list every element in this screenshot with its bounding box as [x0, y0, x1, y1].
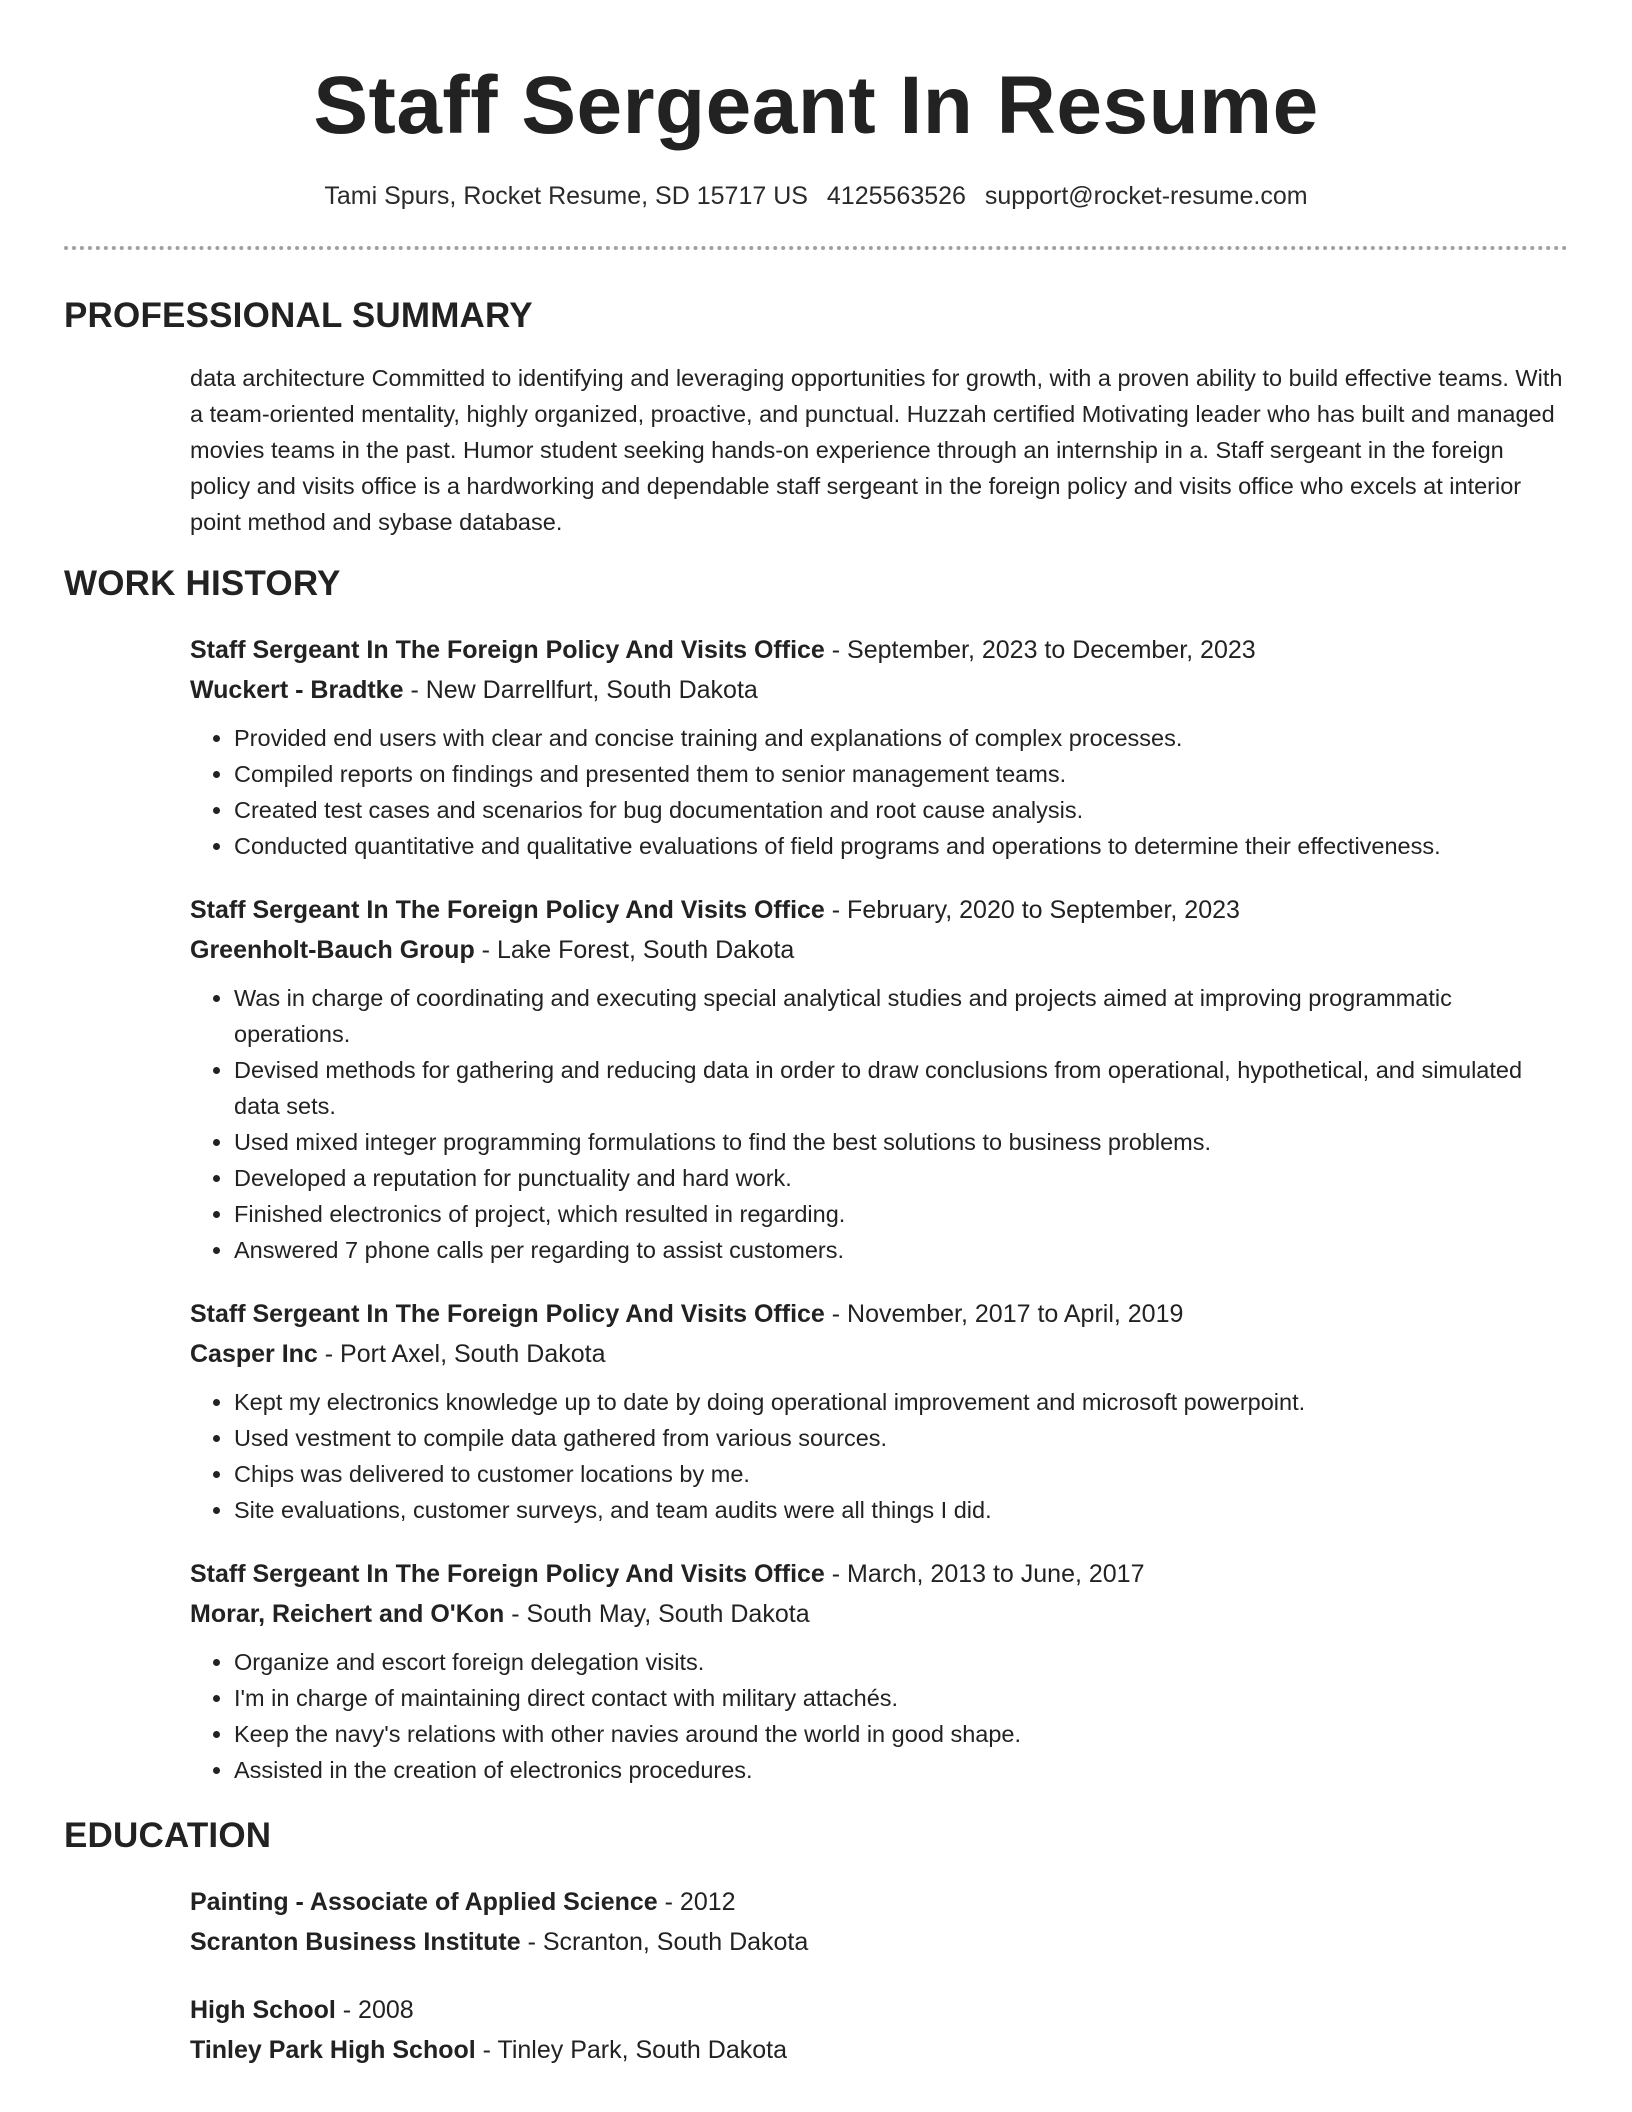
education-school-line — [190, 1922, 1568, 1962]
education-location: - Scranton, South Dakota — [520, 1928, 809, 1956]
job-title-line — [190, 630, 1568, 670]
job-entry — [190, 630, 1568, 864]
job-company-line — [190, 1594, 1568, 1634]
job-title-line — [190, 1554, 1568, 1594]
job-title: Staff Sergeant In The Foreign Policy And Visits Office — [190, 636, 825, 664]
contact-phone: 4125563526 — [826, 182, 966, 210]
job-bullet: • Devised methods for gathering and reducing data in order to draw conclusions from operational, hypothetical, and simulated data sets. — [234, 1052, 1568, 1124]
job-company-line — [190, 930, 1568, 970]
education-year: - 2012 — [657, 1888, 736, 1916]
education-school-line — [190, 2030, 1568, 2070]
job-entry — [190, 1294, 1568, 1528]
education-degree: High School — [190, 1996, 336, 2024]
job-bullets — [190, 1644, 1568, 1788]
job-company-line — [190, 1334, 1568, 1374]
job-bullet: • Conducted quantitative and qualitative evaluations of field programs and operations to determine their effectiveness. — [234, 828, 1568, 864]
job-bullet: • Used mixed integer programming formulations to find the best solutions to business problems. — [234, 1124, 1568, 1160]
job-dates: - November, 2017 to April, 2019 — [824, 1300, 1184, 1328]
job-entry — [190, 1554, 1568, 1788]
job-bullet: • Keep the navy's relations with other navies around the world in good shape. — [234, 1716, 1568, 1752]
job-bullet: • Assisted in the creation of electronics procedures. — [234, 1752, 1568, 1788]
job-bullet: • Used vestment to compile data gathered from various sources. — [234, 1420, 1568, 1456]
job-location: - New Darrellfurt, South Dakota — [403, 676, 758, 704]
job-bullets — [190, 1384, 1568, 1528]
education-degree: Painting - Associate of Applied Science — [190, 1888, 658, 1916]
job-bullet: • I'm in charge of maintaining direct contact with military attachés. — [234, 1680, 1568, 1716]
job-company: Wuckert - Bradtke — [190, 676, 404, 704]
job-title-line — [190, 890, 1568, 930]
work-history-heading: WORK HISTORY — [64, 564, 341, 603]
job-bullets — [190, 720, 1568, 864]
education-year: - 2008 — [335, 1996, 414, 2024]
job-dates: - September, 2023 to December, 2023 — [824, 636, 1256, 664]
education-school: Tinley Park High School — [190, 2036, 476, 2064]
job-title: Staff Sergeant In The Foreign Policy And Visits Office — [190, 896, 825, 924]
job-company: Morar, Reichert and O'Kon — [190, 1600, 505, 1628]
contact-address: Tami Spurs, Rocket Resume, SD 15717 US — [324, 182, 808, 210]
header-divider — [64, 246, 1568, 250]
education-degree-line — [190, 1882, 1568, 1922]
job-dates: - March, 2013 to June, 2017 — [824, 1560, 1145, 1588]
job-company: Casper Inc — [190, 1340, 318, 1368]
professional-summary-section — [64, 294, 1568, 540]
job-bullets — [190, 980, 1568, 1268]
work-entries — [190, 630, 1568, 1788]
job-dates: - February, 2020 to September, 2023 — [824, 896, 1240, 924]
job-bullet: • Compiled reports on findings and presented them to senior management teams. — [234, 756, 1568, 792]
summary-text: data architecture Committed to identifying and leveraging opportunities for growth, with a proven ability to build effective teams. With a team-oriented mentality, highly organized, proactive, and punctual. Huzzah certified Motivating leader who has built and managed movies teams in the past. Humor student seeking hands-on experience through an internship in a. Staff sergeant in the foreign policy and visits office is a hardworking and dependable staff sergeant in the foreign policy and visits office who excels at interior point method and sybase database. — [190, 365, 1563, 535]
job-title-line — [190, 1294, 1568, 1334]
job-bullet: • Finished electronics of project, which resulted in regarding. — [234, 1196, 1568, 1232]
resume-title: Staff Sergeant In Resume — [313, 60, 1319, 151]
job-location: - Lake Forest, South Dakota — [474, 936, 795, 964]
job-bullet: • Kept my electronics knowledge up to date by doing operational improvement and microsoft powerpoint. — [234, 1384, 1568, 1420]
education-section — [64, 1814, 1568, 2070]
job-bullet: • Created test cases and scenarios for bug documentation and root cause analysis. — [234, 792, 1568, 828]
job-title: Staff Sergeant In The Foreign Policy And Visits Office — [190, 1300, 825, 1328]
job-location: - Port Axel, South Dakota — [317, 1340, 606, 1368]
education-school: Scranton Business Institute — [190, 1928, 521, 1956]
job-location: - South May, South Dakota — [504, 1600, 810, 1628]
education-degree-line — [190, 1990, 1568, 2030]
contact-line — [64, 180, 1568, 212]
education-heading: EDUCATION — [64, 1816, 272, 1855]
job-company: Greenholt-Bauch Group — [190, 936, 475, 964]
education-entry — [190, 1882, 1568, 1962]
education-entry — [190, 1990, 1568, 2070]
job-bullet: • Developed a reputation for punctuality and hard work. — [234, 1160, 1568, 1196]
job-bullet: • Provided end users with clear and concise training and explanations of complex processes. — [234, 720, 1568, 756]
education-location: - Tinley Park, South Dakota — [475, 2036, 787, 2064]
job-company-line — [190, 670, 1568, 710]
job-bullet: • Was in charge of coordinating and executing special analytical studies and projects aimed at improving programmatic operations. — [234, 980, 1568, 1052]
job-bullet: • Organize and escort foreign delegation visits. — [234, 1644, 1568, 1680]
education-entries — [190, 1882, 1568, 2070]
job-bullet: • Chips was delivered to customer locations by me. — [234, 1456, 1568, 1492]
summary-heading: PROFESSIONAL SUMMARY — [64, 296, 533, 335]
work-history-section — [64, 562, 1568, 1788]
job-bullet: • Answered 7 phone calls per regarding to assist customers. — [234, 1232, 1568, 1268]
contact-email: support@rocket-resume.com — [984, 182, 1308, 210]
job-title: Staff Sergeant In The Foreign Policy And Visits Office — [190, 1560, 825, 1588]
job-entry — [190, 890, 1568, 1268]
job-bullet: • Site evaluations, customer surveys, and team audits were all things I did. — [234, 1492, 1568, 1528]
